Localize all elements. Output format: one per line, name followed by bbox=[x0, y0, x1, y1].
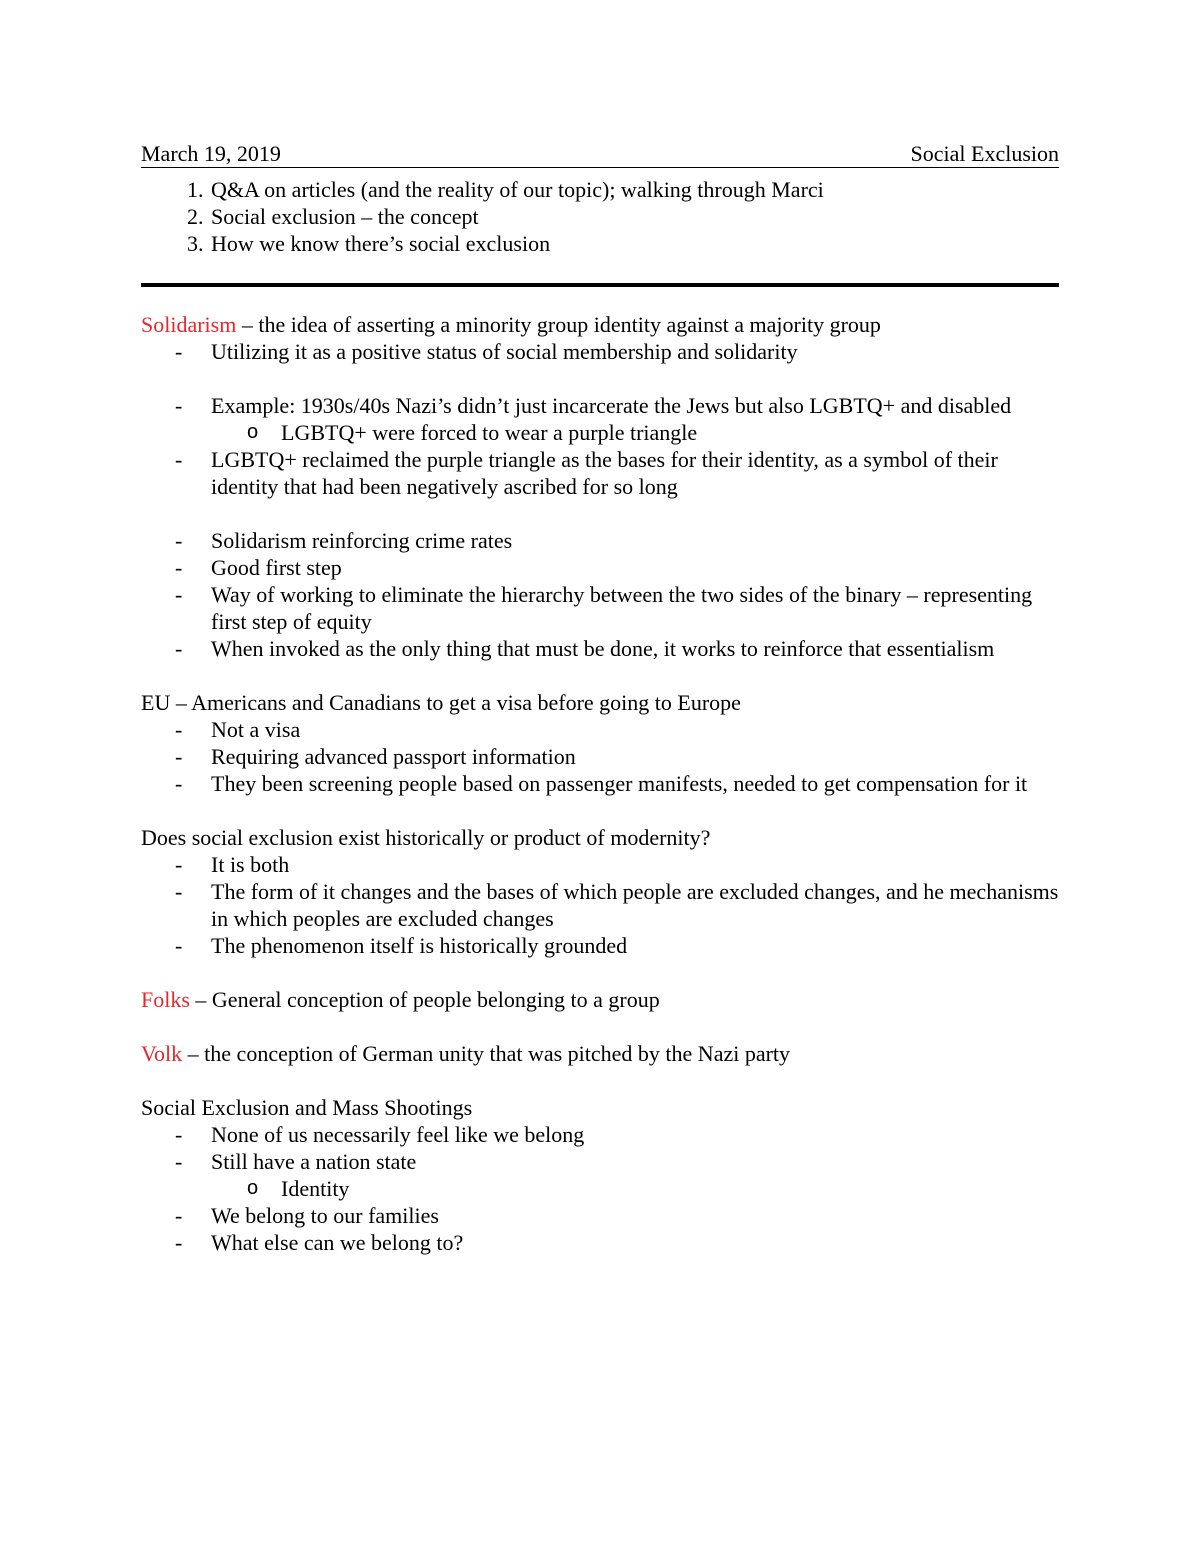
agenda-item bbox=[141, 230, 1059, 257]
list-item: - It is both bbox=[175, 852, 290, 877]
header-topic: Social Exclusion bbox=[910, 141, 1059, 166]
term-solidarism: Solidarism bbox=[141, 312, 237, 337]
section-solidarism bbox=[141, 311, 1059, 662]
list-item: - Requiring advanced passport information bbox=[175, 744, 576, 769]
divider-rule bbox=[141, 283, 1059, 287]
term-folks: Folks bbox=[141, 987, 190, 1012]
sub-list-item: o LGBTQ+ were forced to wear a purple triangle bbox=[247, 420, 698, 445]
section-volk bbox=[141, 1040, 1059, 1067]
list-item: - Way of working to eliminate the hierarchy between the two sides of the binary – representing first step of equity bbox=[175, 582, 1033, 634]
section-history bbox=[141, 824, 1059, 959]
solidarism-definition: – the idea of asserting a minority group identity against a majority group bbox=[236, 312, 881, 337]
eu-heading: EU – Americans and Canadians to get a visa before going to Europe bbox=[141, 690, 741, 715]
list-item: - Not a visa bbox=[175, 717, 301, 742]
section-eu bbox=[141, 689, 1059, 797]
folks-definition: – General conception of people belonging to a group bbox=[189, 987, 660, 1012]
agenda-text: Q&A on articles (and the reality of our topic); walking through Marci bbox=[211, 177, 824, 202]
document-page bbox=[141, 141, 1059, 1283]
agenda-item bbox=[141, 203, 1059, 230]
solidarism-heading bbox=[141, 311, 1059, 338]
agenda-item bbox=[141, 176, 1059, 203]
term-volk: Volk bbox=[141, 1041, 183, 1066]
section-mass-shootings bbox=[141, 1094, 1059, 1256]
agenda-text: How we know there’s social exclusion bbox=[211, 231, 551, 256]
list-item: - LGBTQ+ reclaimed the purple triangle as the bases for their identity, as a symbol of their identity that had been negatively ascribed for so long bbox=[175, 447, 998, 499]
list-item: - They been screening people based on passenger manifests, needed to get compensation for it bbox=[175, 771, 1028, 796]
list-item: - The phenomenon itself is historically grounded bbox=[175, 933, 628, 958]
list-item: - What else can we belong to? bbox=[175, 1230, 464, 1255]
list-item: - None of us necessarily feel like we belong bbox=[175, 1122, 585, 1147]
agenda-number: 1. bbox=[187, 177, 204, 202]
agenda-number: 2. bbox=[187, 204, 204, 229]
header-date: March 19, 2019 bbox=[141, 141, 281, 166]
section-folks bbox=[141, 986, 1059, 1013]
list-item: - When invoked as the only thing that must be done, it works to reinforce that essentialism bbox=[175, 636, 995, 661]
sub-list-item: o Identity bbox=[247, 1176, 350, 1201]
list-item: - Utilizing it as a positive status of social membership and solidarity bbox=[175, 339, 798, 364]
volk-definition: – the conception of German unity that was pitched by the Nazi party bbox=[182, 1041, 791, 1066]
history-heading: Does social exclusion exist historically or product of modernity? bbox=[141, 825, 711, 850]
agenda-text: Social exclusion – the concept bbox=[211, 204, 479, 229]
list-item: - The form of it changes and the bases of which people are excluded changes, and he mechanisms in which peoples are excluded changes bbox=[175, 879, 1059, 931]
list-item: - Example: 1930s/40s Nazi’s didn’t just incarcerate the Jews but also LGBTQ+ and disabled bbox=[175, 393, 1012, 418]
list-item: - Solidarism reinforcing crime rates bbox=[175, 528, 513, 553]
list-item: - Still have a nation state bbox=[175, 1149, 417, 1174]
agenda-number: 3. bbox=[187, 231, 204, 256]
list-item: - We belong to our families bbox=[175, 1203, 439, 1228]
header bbox=[141, 141, 1059, 168]
shootings-heading: Social Exclusion and Mass Shootings bbox=[141, 1095, 473, 1120]
agenda-list bbox=[141, 176, 1059, 257]
list-item: - Good first step bbox=[175, 555, 342, 580]
